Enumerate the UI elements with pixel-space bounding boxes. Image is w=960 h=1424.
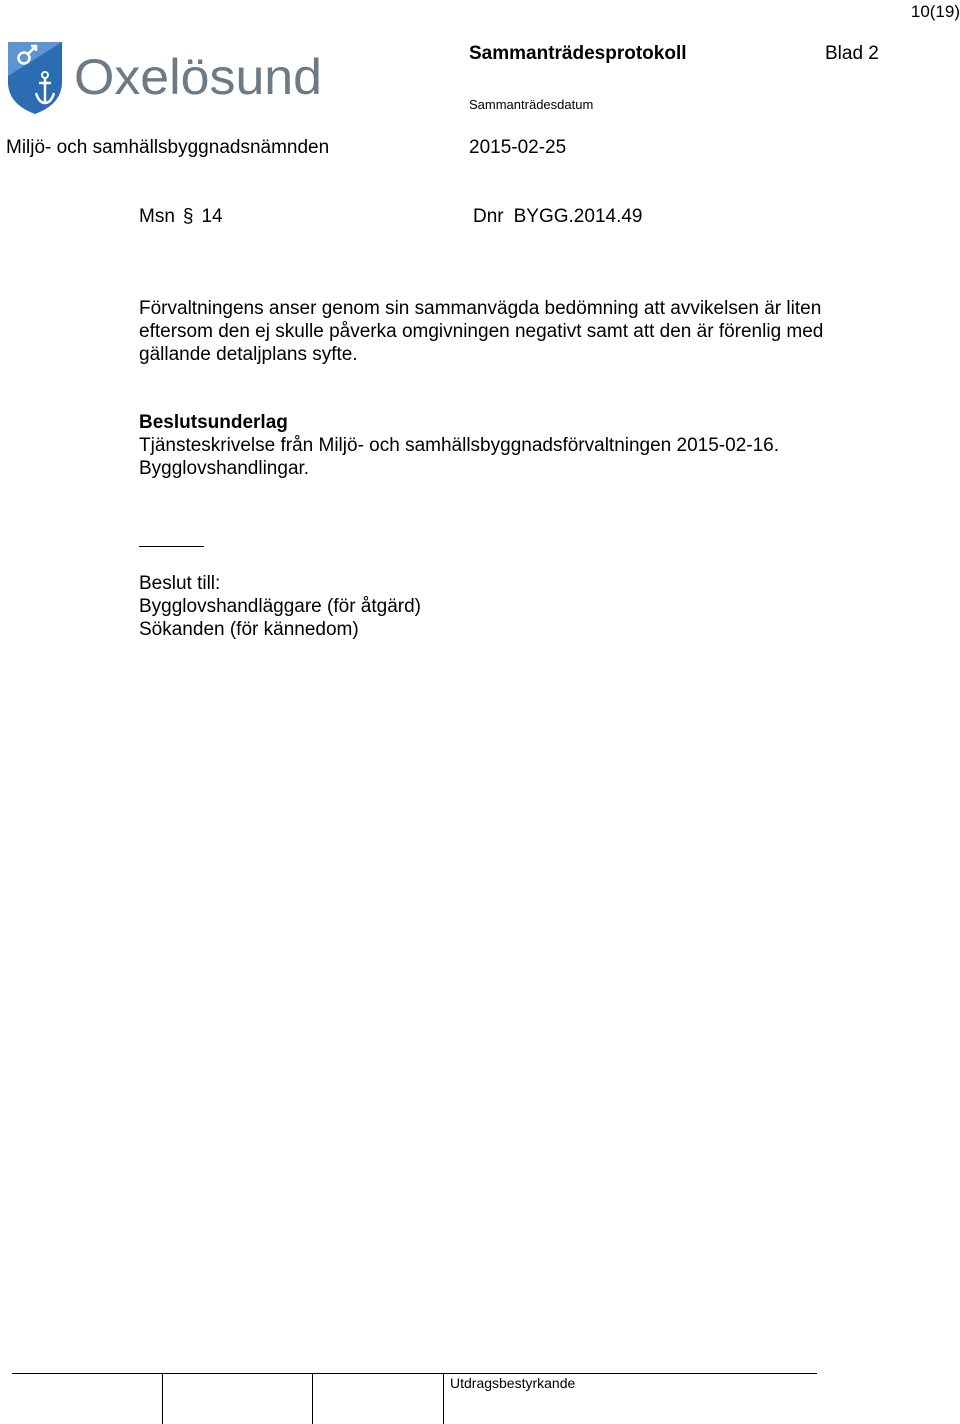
decision-basis-item: Tjänsteskrivelse från Miljö- och samhällsbyggnadsförvaltningen 2015-02-16. (139, 435, 779, 456)
page-number: 10(19) (910, 2, 960, 21)
document-type: Sammanträdesprotokoll (469, 43, 687, 64)
distribution-item: Bygglovshandläggare (för åtgärd) (139, 596, 422, 617)
distribution-heading: Beslut till: (139, 573, 221, 594)
decision-basis-heading: Beslutsunderlag (139, 412, 288, 433)
meeting-date: 2015-02-25 (469, 137, 567, 158)
distribution-list (139, 572, 421, 641)
coat-of-arms-icon (6, 42, 326, 114)
paragraph-number: 14 (201, 206, 223, 227)
decision-basis-item: Bygglovshandlingar. (139, 458, 310, 479)
decision-basis (139, 411, 779, 480)
signature-box-divider (443, 1373, 444, 1424)
municipality-logo (6, 42, 326, 114)
sheet-label: Blad 2 (825, 43, 879, 64)
signature-box-divider (312, 1373, 313, 1424)
dnr-label: Dnr (473, 206, 504, 227)
footer-divider (12, 1373, 817, 1374)
logo-wordmark: Oxelösund (74, 49, 322, 105)
assessment-paragraph: Förvaltningens anser genom sin sammanvägda bedömning att avvikelsen är liten eftersom den ej skulle påverka omgivningen negativt samt att den är förenlig med gällande detaljplans syfte. (139, 298, 824, 365)
divider (139, 546, 204, 547)
meeting-date-caption: Sammanträdesdatum (469, 97, 594, 112)
paragraph-prefix: Msn (139, 206, 175, 227)
paragraph-id (139, 206, 223, 228)
section-symbol: § (182, 206, 194, 227)
dnr-value: BYGG.2014.49 (513, 206, 643, 227)
signature-box-divider (162, 1373, 163, 1424)
distribution-item: Sökanden (för kännedom) (139, 619, 359, 640)
certification-label: Utdragsbestyrkande (450, 1375, 576, 1391)
committee-name: Miljö- och samhällsbyggnadsnämnden (6, 137, 330, 158)
case-number (473, 206, 643, 228)
